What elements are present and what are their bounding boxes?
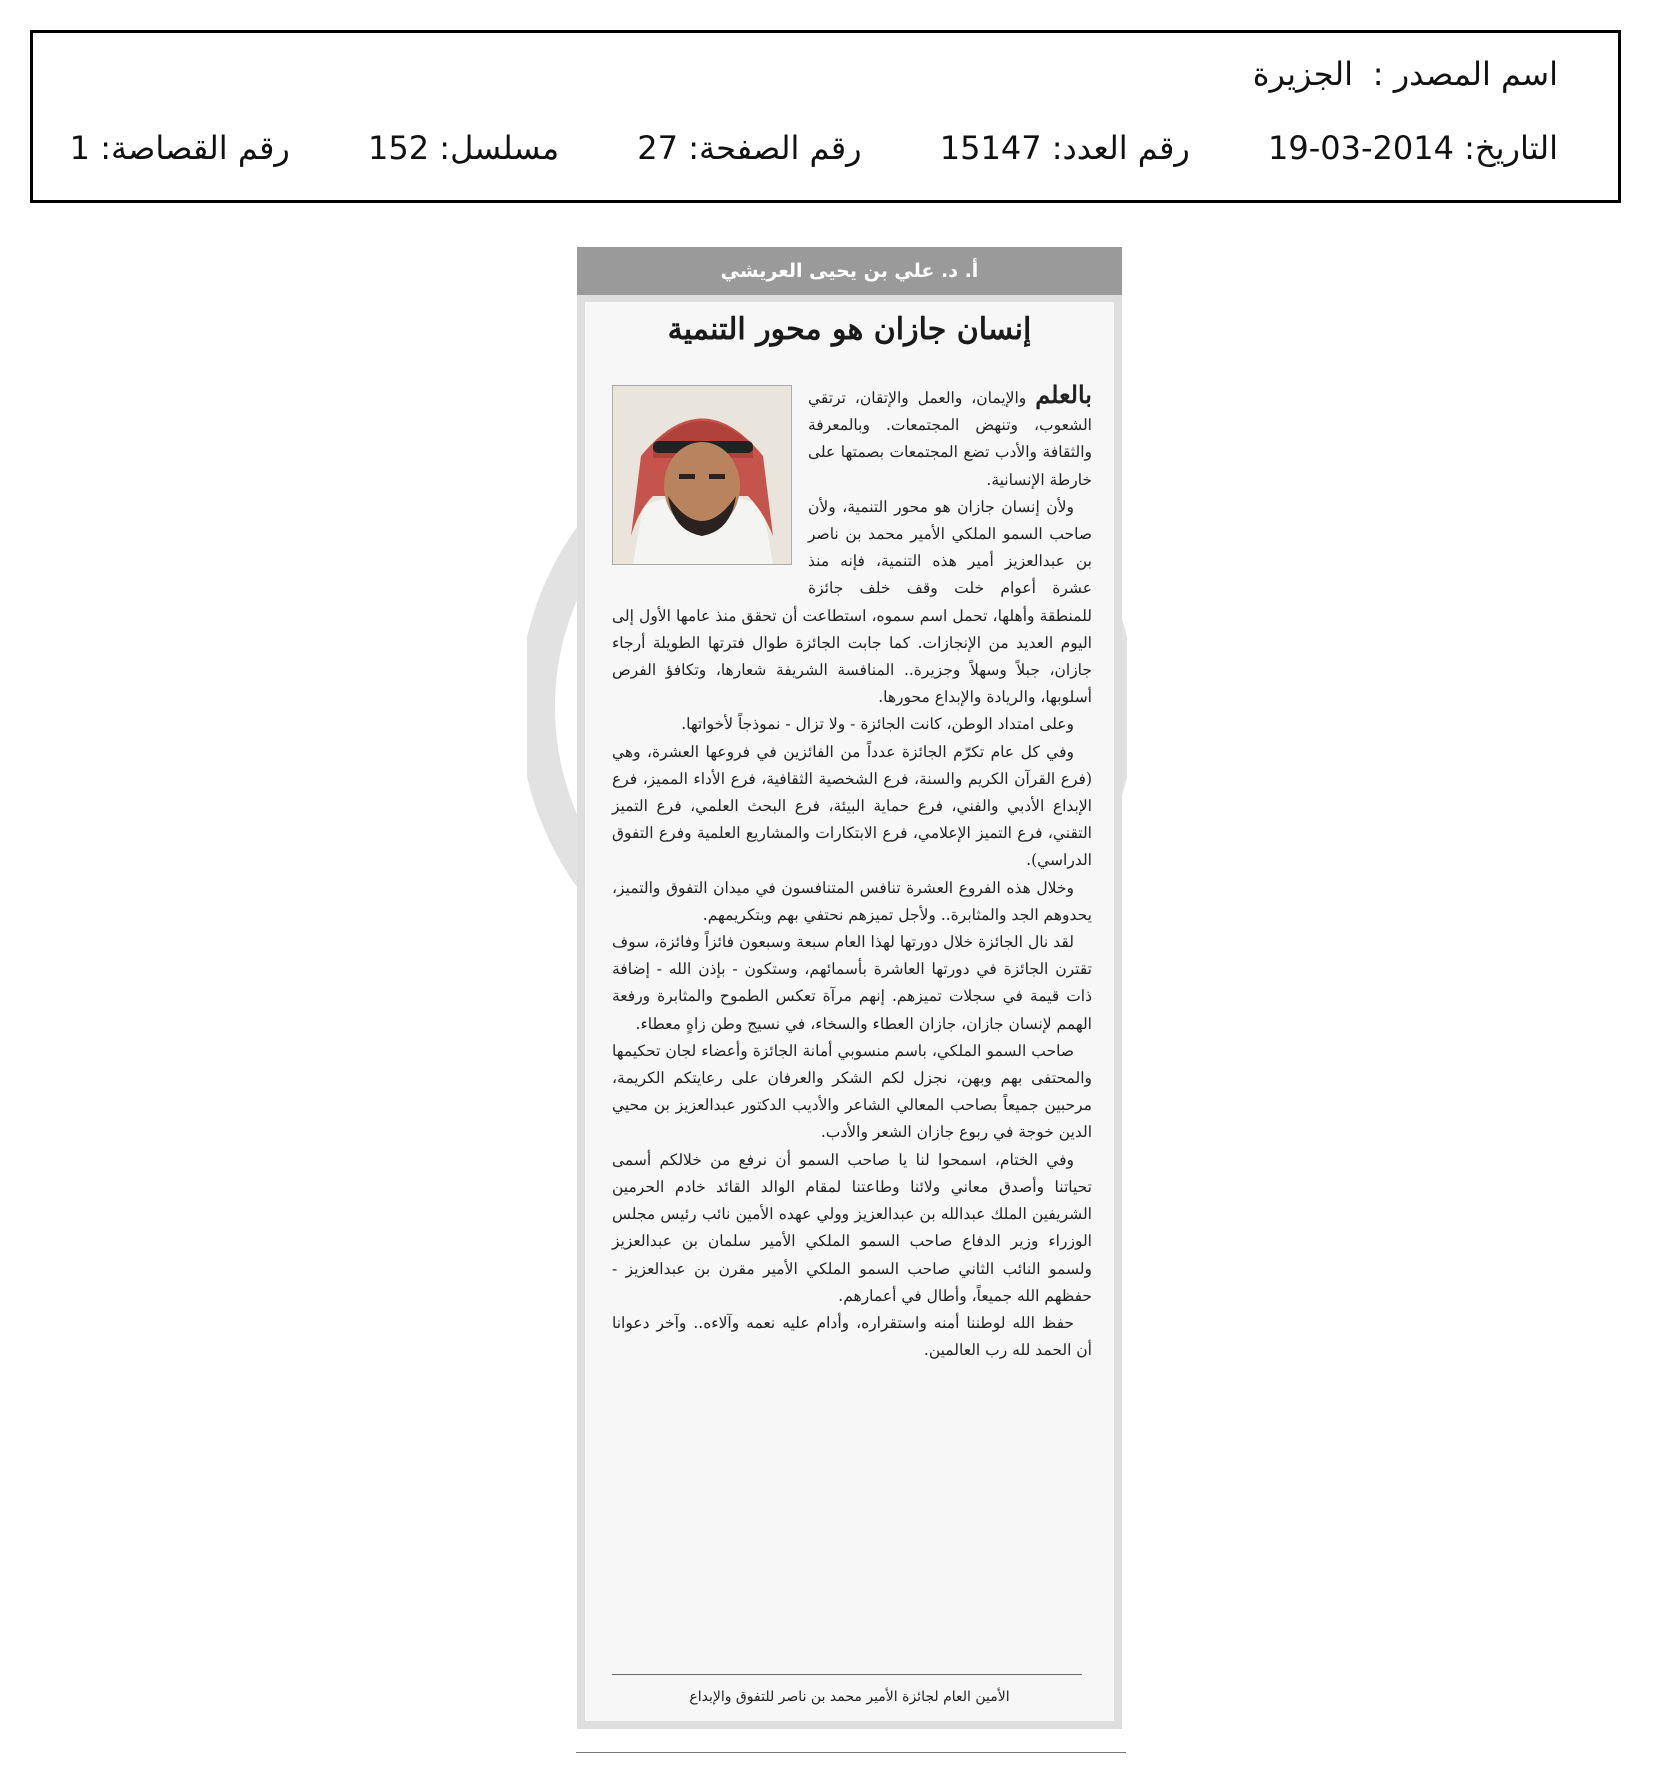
paragraph-3: وعلى امتداد الوطن، كانت الجائزة - ولا تزال - نموذجاً لأخواتها. bbox=[681, 715, 1074, 734]
newspaper-clipping bbox=[527, 237, 1127, 1749]
serial-number: مسلسل: 152 bbox=[368, 129, 560, 167]
details-row bbox=[70, 129, 1558, 167]
article-headline: إنسان جازان هو محور التنمية bbox=[667, 312, 1032, 347]
paragraph-5: وخلال هذه الفروع العشرة تنافس المتنافسون في ميدان التفوق والتميز، يحدوهم الجد والمثابرة.. ولأجل تميزهم نحتفي بهم وبتكريمهم. bbox=[612, 878, 1092, 924]
paragraph-8: وفي الختام، اسمحوا لنا يا صاحب السمو أن نرفع من خلالكم أسمى تحياتنا وأصدق معاني ولائنا وطاعتنا لمقام الوالد القائد خادم الحرمين الشريفين الملك عبدالله بن عبدالعزيز وولي عهده الأمين نائب رئيس مجلس الوزراء وزير الدفاع صاحب السمو الملكي الأمير سلمان بن عبدالعزيز ولسمو النائب الثاني صاحب السمو الملكي الأمير مقرن بن عبدالعزيز - حفظهم الله جميعاً، وأطال في أعمارهم. bbox=[612, 1150, 1092, 1305]
clipping-metadata-box bbox=[30, 30, 1621, 203]
issue-number: رقم العدد: 15147 bbox=[939, 129, 1190, 167]
paragraph-1-text: والإيمان، والعمل والإتقان، ترتقي الشعوب، وتنهض المجتمعات. وبالمعرفة والثقافة والأدب تضع المجتمعات بصمتها على خارطة الإنسانية. bbox=[808, 389, 1092, 489]
footer-divider bbox=[612, 1674, 1082, 1675]
paragraph-4: وفي كل عام تكرّم الجائزة عدداً من الفائزين في فروعها العشرة، وهي (فرع القرآن الكريم والسنة، فرع الشخصية الثقافية، فرع الأداء المميز، فرع الإبداع الأدبي والفني، فرع حماية البيئة، فرع البحث العلمي، فرع التميز التقني، فرع التميز الإعلامي، فرع الابتكارات والمشاريع العلمية وفرع التفوق الدراسي). bbox=[612, 742, 1092, 870]
article-column bbox=[577, 247, 1122, 1729]
author-name: أ. د. علي بن يحيى العريشي bbox=[577, 247, 1122, 295]
source-label: اسم المصدر : bbox=[1372, 55, 1558, 93]
paragraph-7: صاحب السمو الملكي، باسم منسوبي أمانة الجائزة وأعضاء لجان تحكيمها والمحتفى بهم وبهن، نجزل لكم الشكر والعرفان على رعايتكم الكريمة، مرحبين جميعاً بصاحب المعالي الشاعر والأديب الدكتور عبدالعزيز بن محيي الدين خوجة في ربوع جازان الشعر والأدب. bbox=[612, 1041, 1092, 1142]
clipping-number: رقم القصاصة: 1 bbox=[69, 129, 290, 167]
source-value: الجزيرة bbox=[1252, 55, 1353, 93]
lead-word: بالعلم bbox=[1035, 380, 1092, 409]
page-bottom-rule bbox=[576, 1752, 1126, 1753]
article-body bbox=[585, 302, 1114, 1721]
paragraph-9: حفظ الله لوطننا أمنه واستقراره، وأدام عليه نعمه وآلاءه.. وآخر دعوانا أن الحمد لله رب العالمين. bbox=[612, 1313, 1092, 1360]
article-text bbox=[612, 380, 1092, 1364]
date-field: التاريخ: 2014-03-19 bbox=[1268, 129, 1558, 167]
paragraph-6: لقد نال الجائزة خلال دورتها لهذا العام سبعة وسبعون فائزاً وفائزة، سوف تقترن الجائزة في دورتها العاشرة بأسمائهم، وستكون - بإذن الله - إضافة ذات قيمة في سجلات تميزهم. إنهم مرآة تعكس الطموح والمثابرة ورفعة الهمم لإنسان جازان، جازان العطاء والسخاء، في نسيج وطن زاهٍ معطاء. bbox=[612, 933, 1092, 1033]
page-number: رقم الصفحة: 27 bbox=[637, 129, 862, 167]
paragraph-2: ولأن إنسان جازان هو محور التنمية، ولأن صاحب السمو الملكي الأمير محمد بن ناصر بن عبدالعزيز أمير هذه التنمية، فإنه منذ عشرة أعوام خلت وقف خلف جائزة للمنطقة وأهلها، تحمل اسم سموه، استطاعت أن تحقق منذ عامها الأول إلى اليوم العديد من الإنجازات. كما جابت الجائزة طوال فترتها الطويلة أرجاء جازان، جبلاً وسهلاً وجزيرة.. المنافسة الشريفة شعارها، وتكافؤ الفرص أسلوبها، والريادة والإبداع محورها. bbox=[612, 497, 1092, 707]
author-title: الأمين العام لجائزة الأمير محمد بن ناصر للتفوق والإبداع bbox=[689, 1689, 1010, 1705]
photo-spacer bbox=[612, 384, 808, 576]
source-row bbox=[1253, 55, 1558, 93]
